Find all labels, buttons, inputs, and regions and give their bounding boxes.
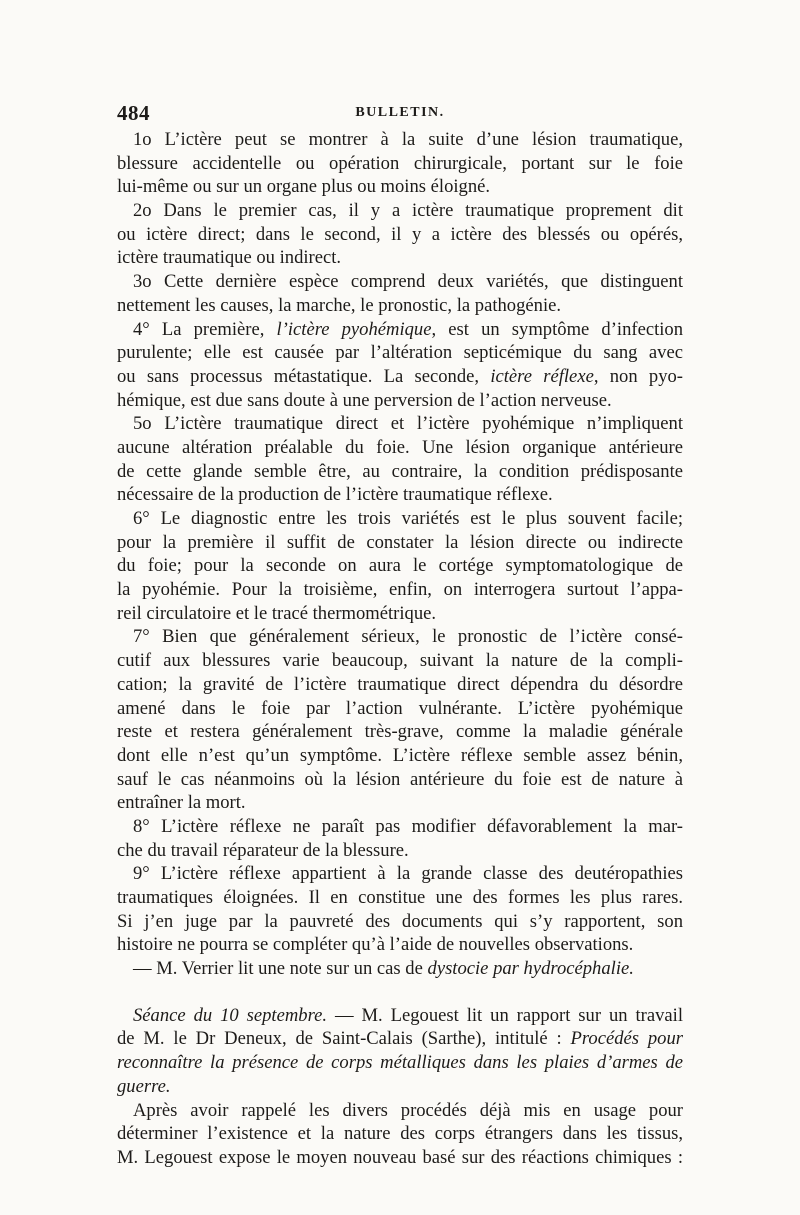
text-line: de cette glande semble être, au contraire, la condition prédisposante (117, 460, 683, 482)
text-line: 9° L’ictère réflexe appartient à la grande classe des deutéropathies (133, 863, 683, 885)
paragraph-1 (117, 128, 683, 199)
text-line: histoire ne pourra se compléter qu’à l’aide de nouvelles observations. (117, 934, 634, 956)
text-line: la pyohémie. Pour la troisième, enfin, on interrogera surtout l’appa- (117, 579, 683, 601)
text-line: 3o Cette dernière espèce comprend deux variétés, que distinguent (133, 271, 683, 293)
text-line: du foie; pour la seconde on aura le cortége symptomatologique de (117, 555, 683, 577)
italic-title: reconnaître la présence de corps métalliques dans les plaies d’armes de (117, 1052, 683, 1074)
paragraph-8 (117, 815, 683, 862)
text-line: 1o L’ictère peut se montrer à la suite d’une lésion traumatique, (133, 129, 683, 150)
italic-title: guerre. (117, 1075, 171, 1097)
paragraph-5 (117, 412, 683, 507)
text-line: nécessaire de la production de l’ictère traumatique réflexe. (117, 484, 553, 506)
text-line: reste et restera généralement très-grave, comme la maladie générale (117, 721, 683, 743)
text-line: aucune altération préalable du foie. Une lésion organique antérieure (117, 436, 683, 458)
text-line: Séance du 10 septembre. — M. Legouest lit un rapport sur un travail (133, 1004, 683, 1026)
text-line: che du travail réparateur de la blessure. (117, 839, 409, 861)
text-line: cation; la gravité de l’ictère traumatique direct dépendra du désordre (117, 673, 683, 695)
text-line: Après avoir rappelé les divers procédés déjà mis en usage pour (133, 1099, 683, 1121)
page-header (117, 101, 683, 127)
paragraph-9 (117, 862, 683, 957)
running-title: BULLETIN. (355, 105, 445, 120)
paragraph-final (117, 1099, 683, 1170)
seance-date: Séance du 10 septembre. (133, 1004, 328, 1026)
text-line: ou sans processus métastatique. La seconde, ictère réflexe, non pyo- (117, 365, 684, 387)
text-line: pour la première il suffit de constater la lésion directe ou indirecte (117, 531, 683, 553)
text-line: ictère traumatique ou indirect. (117, 247, 342, 269)
text-line: 2o Dans le premier cas, il y a ictère traumatique proprement dit (133, 200, 683, 222)
text-line: 5o L’ictère traumatique direct et l’ictère pyohémique n’impliquent (133, 413, 683, 435)
text-line: cutif aux blessures varie beaucoup, suivant la nature de la compli- (117, 650, 683, 672)
text-line: hémique, est due sans doute à une perversion de l’action nerveuse. (117, 389, 612, 411)
text-line: traumatiques éloignées. Il en constitue une des formes les plus rares. (117, 887, 683, 908)
text-line: 8° L’ictère réflexe ne paraît pas modifier défavorablement la mar- (133, 815, 683, 837)
body-text (117, 128, 683, 1170)
paragraph-4 (117, 318, 683, 413)
text-line: 7° Bien que généralement sérieux, le pronostic de l’ictère consé- (133, 626, 683, 648)
italic-term: ictère réflexe (490, 365, 594, 387)
text-line: dont elle n’est qu’un symptôme. L’ictère réflexe semble assez bénin, (117, 744, 683, 766)
page-number: 484 (117, 101, 150, 125)
text-line: M. Legouest expose le moyen nouveau basé sur des réactions chimiques : (117, 1146, 683, 1168)
text-line: Si j’en juge par la pauvreté des documents qui s’y rapportent, son (117, 910, 683, 932)
section-gap (117, 981, 683, 1004)
italic-title: Procédés pour (570, 1028, 683, 1050)
seance-paragraph (117, 1004, 683, 1099)
text-line: nettement les causes, la marche, le pronostic, la pathogénie. (117, 294, 562, 316)
paragraph-6 (117, 507, 683, 625)
text-line: entraîner la mort. (117, 792, 246, 814)
paragraph-3 (117, 270, 683, 317)
paragraph-2 (117, 199, 683, 270)
text-line: sauf le cas néanmoins où la lésion antérieure du foie est de nature à (117, 768, 683, 790)
paragraph-verrier (117, 957, 683, 981)
paragraph-7 (117, 625, 683, 815)
text-line: amené dans le foie par l’action vulnérante. L’ictère pyohémique (117, 697, 683, 719)
italic-term: dystocie par hydrocéphalie. (427, 958, 634, 980)
text-line: déterminer l’existence et la nature des corps étrangers dans les tissus, (117, 1123, 683, 1145)
text-line: de M. le Dr Deneux, de Saint-Calais (Sarthe), intitulé : Procédés pour (117, 1028, 683, 1050)
text-line (117, 1075, 683, 1099)
text-line: purulente; elle est causée par l’altération septicémique du sang avec (117, 342, 683, 364)
italic-term: l’ictère pyohémique (276, 318, 432, 340)
text-line: 4° La première, l’ictère pyohémique, est un symptôme d’infection (133, 318, 683, 340)
text-line: — M. Verrier lit une note sur un cas de dystocie par hydrocéphalie. (133, 958, 634, 980)
text-line: 6° Le diagnostic entre les trois variétés est le plus souvent facile; (133, 508, 683, 529)
text-line: reil circulatoire et le tracé thermométrique. (117, 602, 437, 624)
text-line (117, 1051, 683, 1075)
text-line: blessure accidentelle ou opération chirurgicale, portant sur le foie (117, 152, 683, 174)
text-line: lui-même ou sur un organe plus ou moins éloigné. (117, 176, 491, 198)
text-line: ou ictère direct; dans le second, il y a ictère des blessés ou opérés, (117, 223, 683, 245)
